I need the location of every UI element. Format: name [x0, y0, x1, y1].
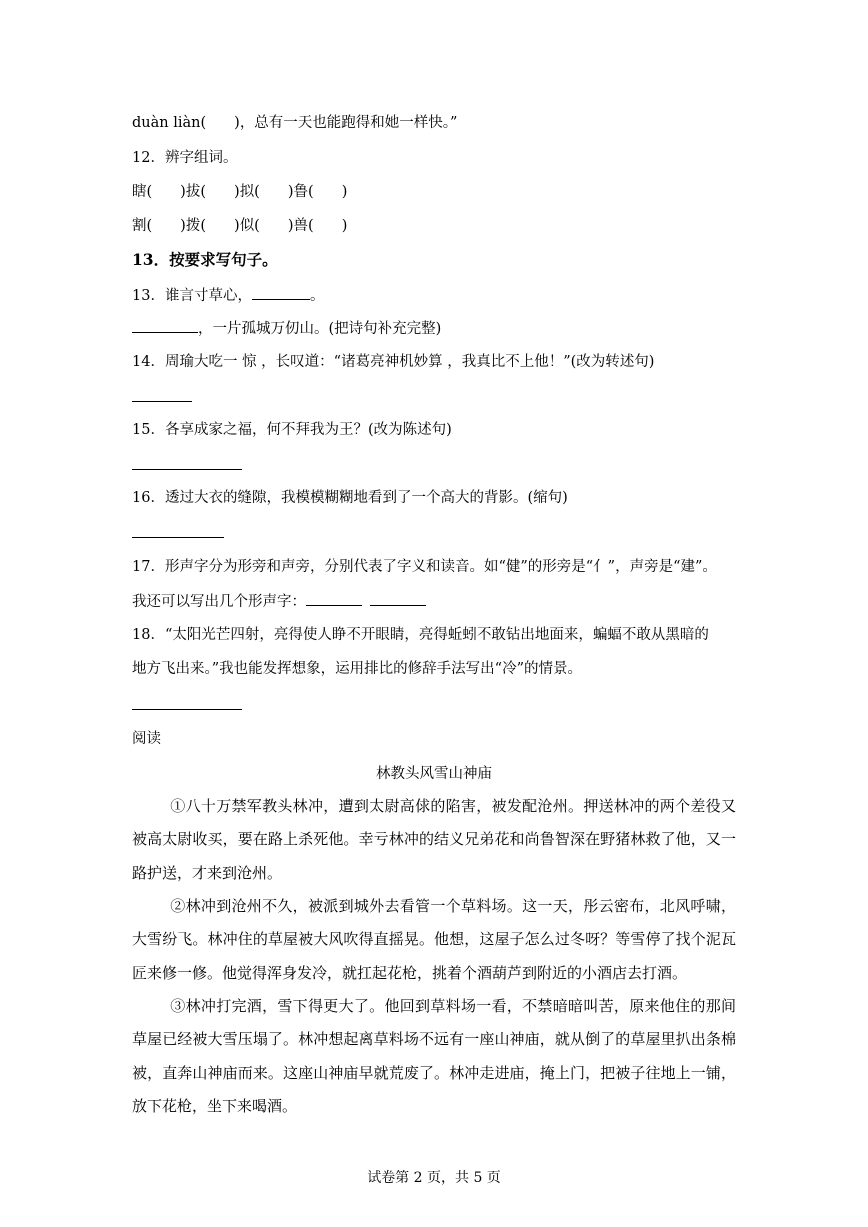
- reading-label: 阅读: [132, 731, 161, 747]
- q12-row1-cell: 瞎( ): [132, 184, 186, 200]
- q17-line1: 17．形声字分为形旁和声旁，分别代表了字义和读音。如“健”的形旁是“亻”，声旁是“建”。: [132, 559, 717, 575]
- q12-row2-cell: 似( ): [239, 218, 294, 234]
- page-footer: 试卷第 2 页，共 5 页: [367, 1170, 501, 1186]
- q17-blank-2[interactable]: [370, 591, 426, 606]
- q12-row1-cell: 拔( ): [185, 184, 240, 200]
- q16-answer-line[interactable]: [132, 537, 224, 538]
- q12-row1-cell: 鲁( ): [293, 184, 348, 200]
- q11-pinyin: duàn liàn(: [132, 115, 207, 131]
- q18-answer-line[interactable]: [132, 709, 242, 710]
- reading-paragraph-2: ②林冲到沧州不久，被派到城外去看管一个草料场。这一天，彤云密布，北风呼啸，大雪纷飞。林冲住的草屋被大风吹得直摇晃。他想，这屋子怎么过冬呀？等雪停了找个泥瓦匠来修一修。他觉得浑身发冷，就扛起花枪，挑着个酒葫芦到附近的小酒店去打酒。: [132, 897, 736, 982]
- q16-prompt: 16．透过大衣的缝隙，我模模糊糊地看到了一个高大的背影。(缩句): [132, 490, 568, 506]
- reading-paragraph-3: ③林冲打完酒，雪下得更大了。他回到草料场一看，不禁暗暗叫苦，原来他住的那间草屋已经被大雪压塌了。林冲想起离草料场不远有一座山神庙，就从倒了的草屋里扒出条棉被，直奔山神庙而来。这座山神庙早就荒废了。林冲走进庙，掩上门，把被子往地上一铺，放下花枪，坐下来喝酒。: [132, 997, 736, 1116]
- reading-title: 林教头风雪山神庙: [376, 766, 492, 782]
- q13-line1: 13．谁言寸草心， 。: [132, 285, 324, 306]
- q11-line: [132, 113, 457, 133]
- q11-tail: ，总有一天也能跑得和她一样快。”: [239, 115, 458, 131]
- q13-blank-1[interactable]: [252, 285, 310, 300]
- q14-prompt: 14．周瑜大吃一 惊 ，长叹道：“诸葛亮神机妙算 ，我真比不上他！”(改为转述句): [132, 354, 655, 370]
- q13-line2: ，一片孤城万仞山。(把诗句补充完整): [132, 318, 441, 339]
- q13-blank-2[interactable]: [132, 318, 198, 333]
- q12-row2-cell: 兽( ): [293, 218, 348, 234]
- q12-row1-cell: 拟( ): [239, 184, 294, 200]
- q17-line2: 我还可以写出几个形声字：: [132, 591, 426, 612]
- q18-line1: 18．“太阳光芒四射，亮得使人睁不开眼睛，亮得蚯蚓不敢钻出地面来，蝙蝠不敢从黑暗的: [132, 627, 709, 643]
- q15-answer-line[interactable]: [132, 469, 242, 470]
- q14-answer-line[interactable]: [132, 401, 192, 402]
- q12-row1: [132, 182, 347, 202]
- q17-blank-1[interactable]: [306, 591, 362, 606]
- q12-prompt: 12．辨字组词。: [132, 150, 238, 166]
- q18-line2: 地方飞出来。”我也能发挥想象，运用排比的修辞手法写出“冷”的情景。: [132, 661, 582, 677]
- q15-prompt: 15．各享成家之福，何不拜我为王？(改为陈述句): [132, 422, 452, 438]
- q12-row2-cell: 拨( ): [185, 218, 240, 234]
- q11-close-paren: ): [234, 115, 240, 131]
- reading-paragraph-1: ①八十万禁军教头林冲，遭到太尉高俅的陷害，被发配沧州。押送林冲的两个差役又被高太尉收买，要在路上杀死他。幸亏林冲的结义兄弟花和尚鲁智深在野猪林救了他，又一路护送，才来到沧州。: [132, 797, 736, 882]
- q12-row2-cell: 割( ): [132, 218, 186, 234]
- q12-row2: [132, 216, 347, 236]
- section-13-heading: 13．按要求写句子。: [132, 250, 278, 269]
